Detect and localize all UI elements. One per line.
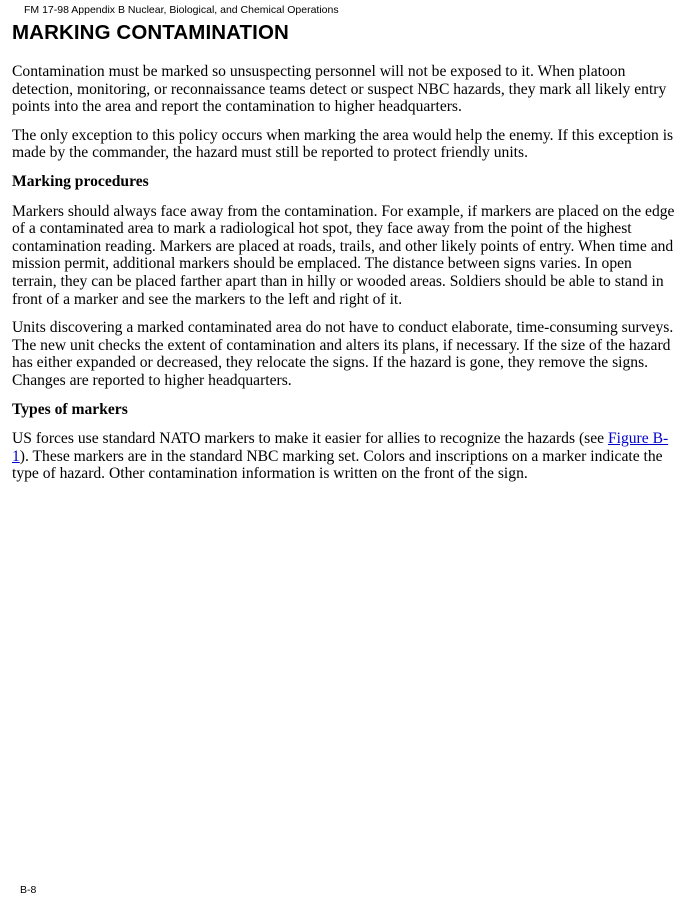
heading-marking-procedures: Marking procedures	[12, 172, 149, 190]
document-body	[12, 63, 680, 494]
paragraph-intro-2: The only exception to this policy occurs when marking the area would help the enemy. If this exception is made by the commander, the hazard must still be reported to protect friendly units.	[12, 126, 674, 162]
paragraph-types	[12, 430, 680, 483]
paragraph-intro-1: Contamination must be marked so unsuspecting personnel will not be exposed to it. When platoon detection, monitoring, or reconnaissance teams detect or suspect NBC hazards, they mark all likely entry points into the area and report the contamination to higher headquarters.	[12, 63, 667, 116]
heading-types-of-markers: Types of markers	[12, 400, 128, 418]
page-number: B-8	[20, 884, 37, 896]
page-title: MARKING CONTAMINATION	[12, 21, 289, 44]
paragraph-types-text-before: US forces use standard NATO markers to make it easier for allies to recognize the hazards (see	[12, 430, 608, 448]
paragraph-procedures-1: Markers should always face away from the contamination. For example, if markers are placed on the edge of a contaminated area to mark a radiological hot spot, they face away from the point of the highest contamination reading. Markers are placed at roads, trails, and other likely points of entry. When time and mission permit, additional markers should be emplaced. The distance between signs varies. In open terrain, they can be placed farther apart than in hilly or wooded areas. Soldiers should be able to stand in front of a marker and see the markers to the left and right of it.	[12, 202, 675, 308]
paragraph-procedures-2: Units discovering a marked contaminated area do not have to conduct elaborate, time-consuming surveys. The new unit checks the extent of contamination and alters its plans, if necessary. If the size of the hazard has either expanded or decreased, they relocate the signs. If the hazard is gone, they remove the signs. Changes are reported to higher headquarters.	[12, 319, 674, 389]
running-header: FM 17-98 Appendix B Nuclear, Biological, and Chemical Operations	[24, 4, 339, 16]
paragraph-types-text-after: ). These markers are in the standard NBC marking set. Colors and inscriptions on a marker indicate the type of hazard. Other contamination information is written on the front of the sign.	[12, 447, 663, 483]
figure-b1-link[interactable]: Figure B-1	[12, 430, 669, 465]
